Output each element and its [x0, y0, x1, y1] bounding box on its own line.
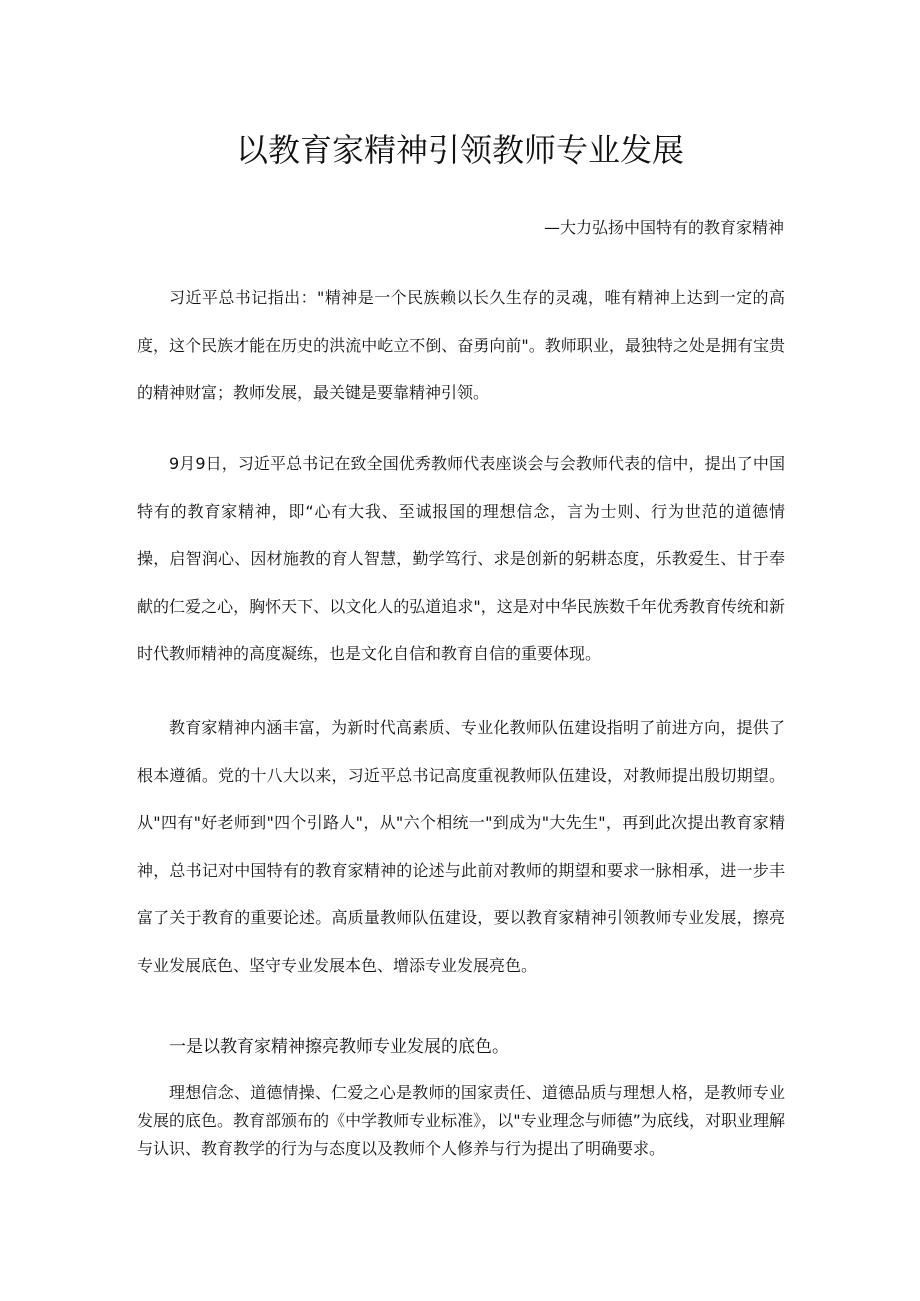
paragraph: 习近平总书记指出："精神是一个民族赖以长久生存的灵魂，唯有精神上达到一定的高度，这个民族才能在历史的洪流中屹立不倒、奋勇向前"。教师职业，最独特之处是拥有宝贵的精神财富；教师发展，最关键是要靠精神引领。: [137, 288, 785, 402]
document-title: 以教育家精神引领教师专业发展: [235, 131, 684, 169]
paragraph: 教育家精神内涵丰富，为新时代高素质、专业化教师队伍建设指明了前进方向，提供了根本遵循。党的十八大以来，习近平总书记高度重视教师队伍建设，对教师提出殷切期望。从"四有"好老师到"四个引路人"，从"六个相统一"到成为"大先生"，再到此次提出教育家精神，总书记对中国特有的教育家精神的论述与此前对教师的期望和要求一脉相承，进一步丰富了关于教育的重要论述。高质量教师队伍建设，要以教育家精神引领教师专业发展，擦亮专业发展底色、坚守专业发展本色、增添专业发展亮色。: [137, 718, 785, 975]
document-subtitle: —大力弘扬中国特有的教育家精神: [543, 218, 784, 237]
paragraph: 9月9日，习近平总书记在致全国优秀教师代表座谈会与会教师代表的信中，提出了中国特有的教育家精神，即“心有大我、至诚报国的理想信念，言为士则、行为世范的道德情操，启智润心、因材施教的育人智慧，勤学笃行、求是创新的躬耕态度，乐教爱生、甘于奉献的仁爱之心，胸怀天下、以文化人的弘道追求"，这是对中华民族数千年优秀教育传统和新时代教师精神的高度凝练，也是文化自信和教育自信的重要体现。: [137, 454, 785, 663]
section-paragraph: 理想信念、道德情操、仁爱之心是教师的国家责任、道德品质与理想人格，是教师专业发展的底色。教育部颁布的《中学教师专业标准》，以"专业理念与师德”为底线，对职业理解与认识、教育教学的行为与态度以及教师个人修养与行为提出了明确要求。: [137, 1083, 785, 1158]
section-heading: 一是以教育家精神擦亮教师专业发展的底色。: [169, 1037, 509, 1057]
